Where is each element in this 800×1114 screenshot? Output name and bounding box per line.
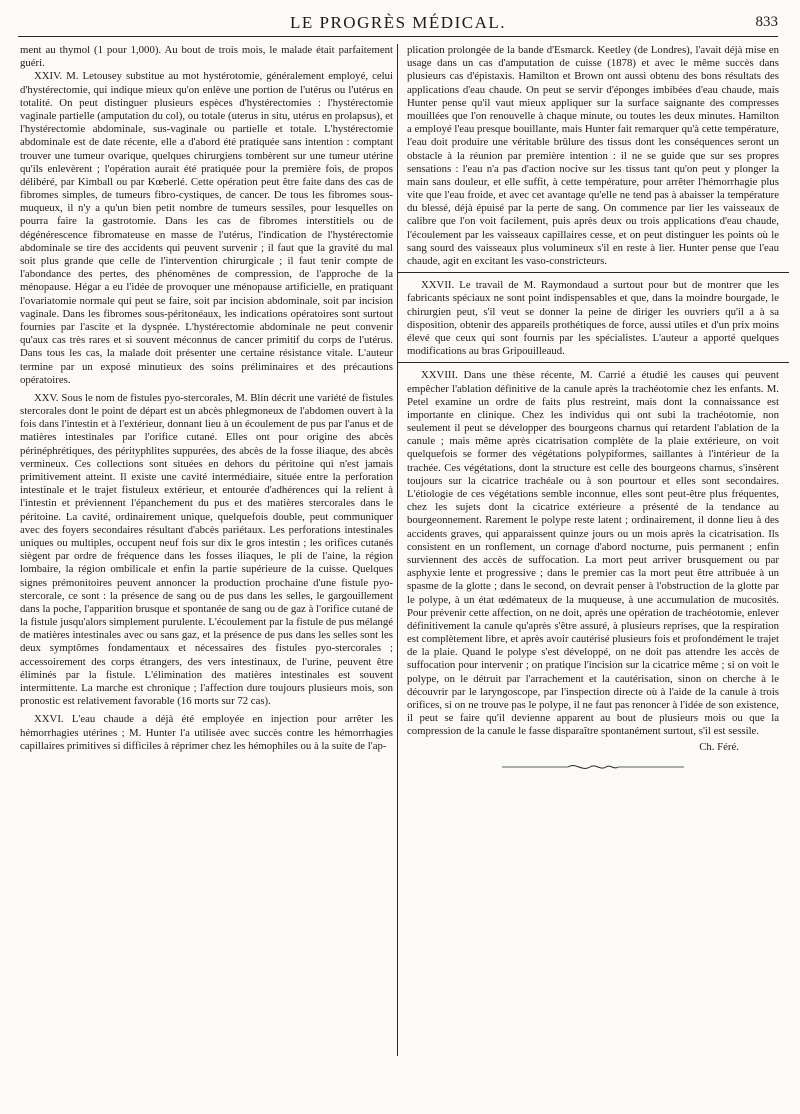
page-header — [18, 6, 778, 37]
paragraph-xxviii: XXVIII. Dans une thèse récente, M. Carrié a étudié les causes qui peuvent empêcher l'ablation définitive de la canule après la trachéotomie chez les enfants. M. Petel examine un ordre de faits plus restreint, mais dont la connaissance est importante en clinique. Chez les individus qui ont subi la trachéotomie, non seulement il peut se développer des bourgeons charnus qui retardent l'ablation de la canule ; mais même après cicatrisation complète de la plaie extérieure, on voit quelquefois se former des végétations polypiformes, saillantes à l'intérieur de la trachée. Ces végétations, dont la structure est celle des bourgeons charnus, s'insèrent toujours sur la cicatrice trachéale ou à son pourtour et elles sont secondaires. L'étiologie de ces végétations semble inconnue, elles sont peut-être plus fréquentes, chez les sujets dont la cicatrice extérieure a présenté de la tendance au bourgeonnement. Rarement le polype reste latent ; ordinairement, il donne lieu à des accidents graves, qui apparaissent quinze jours ou un mois après la cicatrisation. Ils consistent en un ronflement, un cornage d'abord nocturne, puis permanent ; enfin surviennent des accès de suffocation. La mort peut arriver brusquement ou par asphyxie lente et progressive ; dans le premier cas la mort peut être attribuée à un spasme de la glotte ; dans le second, on devrait penser à l'obstruction de la glotte par le polype, à un état œdémateux de la muqueuse, à une accumulation de mucosités. Pour prévenir cette affection, on ne doit, après une opération de trachéotomie, enlever définitivement la canule qu'après s'être assuré, à plusieurs reprises, que la respiration est complètement libre, et après avoir cautérisé plusieurs fois et profondément le trajet de la plaie. Quand le polype s'est développé, on ne doit pas attendre les accès de suffocation pour intervenir ; on pratique l'incision sur la cicatrice même ; si on voit le polype, on le détruit par l'arrachement et la cautérisation, sinon on cherche à le découvrir par le laryngoscope, par l'inspection directe où à l'aide de la canule à trois orifices, si on ne trouve pas le polype, il ne faut pas renoncer à l'idée de son existence, il peut se faire qu'il devienne apparent au bout de plusieurs mois ou que la compression de la canule le fasse disparaître spontanément surtout, s'il est sessile. — [407, 369, 779, 738]
left-column — [20, 44, 393, 753]
ornament-divider — [498, 762, 688, 772]
paragraph-continuation: ment au thymol (1 pour 1,000). Au bout de trois mois, le malade était parfaitement guéri. — [20, 44, 393, 70]
page-number: 833 — [755, 14, 778, 30]
author-signature: Ch. Féré. — [699, 740, 739, 753]
paragraph-xxvi: XXVI. L'eau chaude a déjà été employée en injection pour arrêter les hémorrhagies utérines ; M. Hunter l'a utilisée avec succès contre les hémorrhagies capillaires primitives si difficiles à réprimer chez les hémophiles ou à la suite de l'ap- — [20, 713, 393, 752]
paragraph-xxiv: XXIV. M. Letousey substitue au mot hystérotomie, généralement employé, celui d'hystérectomie, qui indique mieux qu'on enlève une portion de l'utérus ou l'utérus en totalité. On peut distinguer plusieurs espèces d'hystérectomies : l'hystérectomie vaginale partielle (amputation du col), ou totale (uterus in situ, utérus en prolapsus), et l'hystérectomie abdominale, sus-vaginale ou partielle et totale. L'hystérectomie abdominale est de date récente, elle a d'abord été pratiquée sans intention : comptant trouver une tumeur ovarique, quelques chirurgiens tombèrent sur une tumeur utérine qu'ils enlevèrent ; l'opération aurait été pratiquée pour la première fois, de propos délibéré, par Kimball ou par Kœberlé. Cette opération peut être faite dans des cas de fibromes simples, de tumeurs fibro-cystiques, de cancer. De tous les fibromes sous-muqueux, il n'y a qu'un bien petit nombre de tumeurs sessiles, pour lesquelles on pourra faire la gastrotomie. Dans les cas de fibromes interstitiels ou de dégénérescence fibromateuse en masse de l'utérus, l'indication de l'hystérectomie abdominale se tire des accidents qui peuvent survenir ; il faut que la gravité du mal soit plus grande que celle de l'intervention chirurgicale ; il faut tenir compte de l'abondance des pertes, des phénomènes de compression, de l'approche de la ménopause. Hégar a eu l'idée de provoquer une ménopause artificielle, en pratiquant l'ovariatomie normale qui peut se faire, soit par incision abdominale, soit par incision vaginale. Dans les fibromes sous-péritonéaux, les indications opératoires sont surtout fournies par l'ascite et la dyspnée. L'hystérectomie abdominale ne peut convenir qu'aux cas très rares et si souvent méconnus de cancer primitif du corps de l'utérus. Dans tous les cas, la malade doit présenter une certaine résistance vitale. L'auteur termine par un exposé minutieux des soins préliminaires et des précautions opératoires. — [20, 70, 393, 386]
journal-title: LE PROGRÈS MÉDICAL. — [290, 13, 506, 32]
section-rule — [397, 362, 789, 363]
section-rule — [397, 272, 789, 273]
paragraph-xxvii: XXVII. Le travail de M. Raymondaud a surtout pour but de montrer que les fabricants spéciaux ne sont point indispensables et que, dans la moindre bourgade, le chirurgien peut, s'il veut se donner la peine de diriger les ouvriers qu'il a à sa disposition, obtenir des appareils prothétiques de force, aussi utiles et d'un prix moins élevé que ceux qui sont fournis par les spécialistes. L'auteur a apporté quelques modifications au bras Gripouilleaud. — [407, 279, 779, 358]
right-column — [407, 44, 779, 772]
column-divider — [397, 44, 398, 1056]
paragraph-xxv: XXV. Sous le nom de fistules pyo-stercorales, M. Blin décrit une variété de fistules stercorales dont le point de départ est un abcès phlegmoneux de l'abdomen ouvert à la fois dans l'intestin et à l'extérieur, donnant lieu à un écoulement de pus par l'anus et de matières intestinales par l'orifice cutané. Elles ont pour origine des abcès périnéphrétiques, des pérityphlites suppurées, des abcès de la fosse iliaque, des abcès vermineux. Ces collections sont situées en dehors du péritoine qui n'est jamais primitivement atteint. Il existe une cavité intermédiaire, située entre la perforation intestinale et le trajet fistuleux extérieur, et entourée d'adhérences qui la relient à l'intestin et préviennent l'épanchement du pus et des matières stercorales dans le péritoine. La cavité, ordinairement unique, quelquefois double, peut communiquer avec des foyers secondaires résultant d'abcès pariétaux. Les perforations intestinales uniques ou multiples, occupent neuf fois sur dix le gros intestin ; les orifices cutanés siègent par ordre de fréquence dans les fosses iliaques, le pli de l'aine, la région lombaire, la région ombilicale et enfin la partie supérieure de la cuisse. Quelques signes prémonitoires peuvent annoncer la production prochaine d'une fistule pyo-stercorale, ce sont : la présence de sang ou de pus dans les selles, le gargouillement dans la poche, l'apparition brusque et spontanée de sang ou de gaz à l'orifice cutané de la fistule jusqu'alors simplement purulente. L'écoulement par la fistule de pus mélangé de matières intestinales avec ou sans gaz, et la présence de pus dans les selles sont les deux symptômes fondamentaux et nécessaires des fistules pyo-stercorales ; accessoirement des corps étrangers, des vers intestinaux, de l'urine, peuvent être éliminés par la fistule. L'élimination des matières intestinales est souvent intermittente. La marche est chronique ; l'affection dure toujours plusieurs mois, son pronostic est relativement favorable (16 morts sur 72 cas). — [20, 391, 393, 708]
paragraph-xxvi-continued: plication prolongée de la bande d'Esmarck. Keetley (de Londres), l'avait déjà mise en usage dans un cas d'amputation de cuisse (1878) et avec le même succès dans plusieurs cas d'épistaxis. Hamilton et Brown ont aussi obtenu des bons résultats des applications d'eau chaude. On peut se servir d'éponges imbibées d'eau chaude, mais Hunter pense qu'il vaut mieux appliquer sur la surface saignante des compresses mouillées que l'on renouvelle à chaque minute, ou toutes les deux minutes. Hamilton a employé l'eau presque bouillante, mais Hunter fait remarquer qu'à cette température, l'eau doit produire une véritable brûlure des tissus dont les conséquences seront un obstacle à la réunion par première intention : il ne se guide que sur ses propres sensations : l'eau n'a pas d'action nocive sur les tissus tant qu'on peut y plonger la main sans douleur, et elle suffit, à cette température, pour arrêter l'hémorrhagie plus vite que l'eau froide, et avec cet avantage qu'elle ne tend pas à abaisser la température du blessé, déjà épuisé par la perte de sang. On commence par lier les vaisseaux de calibre que l'on voit facilement, puis après deux ou trois applications d'eau chaude, l'écoulement par les vaisseaux capillaires cesse, et on peut distinguer les points où le sang sourd des vaisseaux plus volumineux s'il en reste à lier. Hunter pense que l'eau chaude, agit en excitant les vaso-constricteurs. — [407, 44, 779, 267]
